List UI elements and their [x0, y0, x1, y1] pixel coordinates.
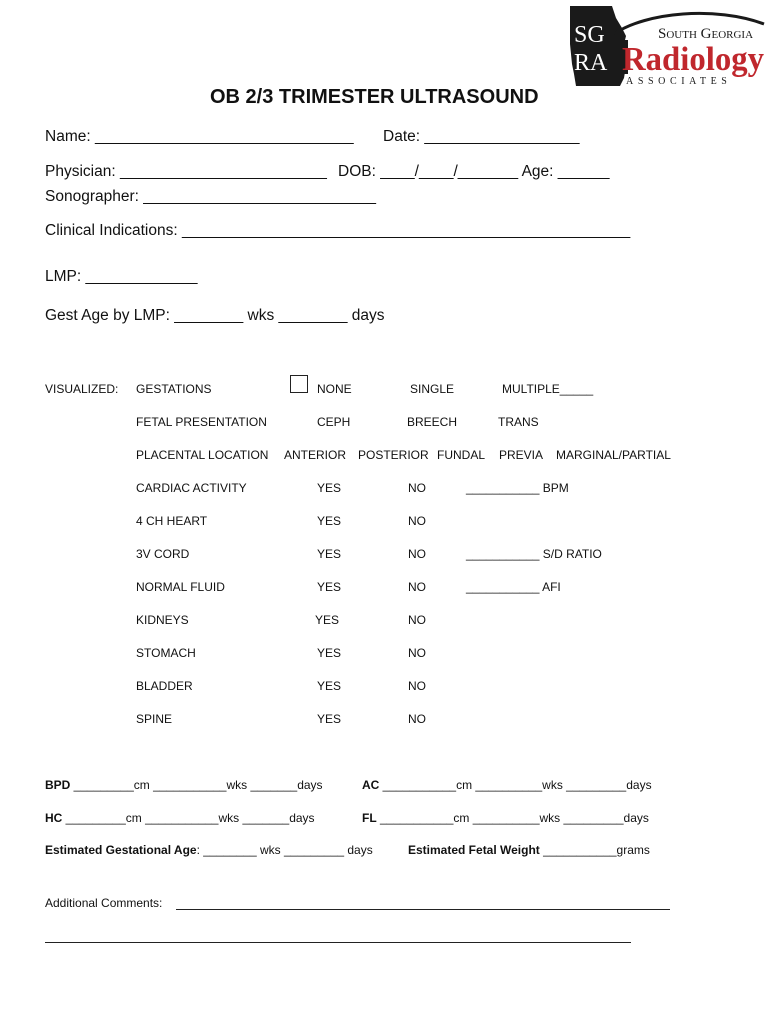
fl-label: FL [362, 811, 377, 825]
row-item-fetal-presentation: FETAL PRESENTATION [136, 415, 267, 429]
option-yes[interactable]: YES [317, 646, 342, 660]
hc-blanks: _________cm ___________wks _______days [62, 811, 315, 825]
bpd-field[interactable] [45, 778, 323, 792]
row-item-normal-fluid: NORMAL FLUID [136, 580, 225, 594]
bpm-field[interactable]: ___________ BPM [466, 481, 569, 495]
option-no[interactable]: NO [408, 481, 426, 495]
option-trans[interactable]: TRANS [498, 415, 539, 429]
option-yes[interactable]: YES [317, 481, 342, 495]
logo-letters-top: SG [574, 22, 605, 48]
hc-field[interactable] [45, 811, 315, 825]
ega-label: Estimated Gestational Age [45, 843, 197, 857]
estimated-fetal-weight-field[interactable] [408, 843, 650, 857]
comments-line-1[interactable] [176, 909, 670, 910]
georgia-state-logo-icon [566, 4, 766, 88]
hc-label: HC [45, 811, 63, 825]
dob-age-field[interactable]: DOB: ____/____/_______ Age: ______ [338, 163, 610, 180]
option-yes[interactable]: YES [317, 547, 342, 561]
option-fundal[interactable]: FUNDAL [437, 448, 486, 462]
row-item-stomach: STOMACH [136, 646, 196, 660]
option-yes[interactable]: YES [317, 712, 342, 726]
logo-radiology: Radiology [622, 41, 764, 78]
option-none[interactable]: NONE [317, 382, 352, 396]
ac-field[interactable] [362, 778, 652, 792]
option-no[interactable]: NO [408, 514, 426, 528]
logo-associates: ASSOCIATES [626, 76, 732, 87]
physician-field[interactable]: Physician: ________________________ [45, 163, 327, 180]
option-no[interactable]: NO [408, 547, 426, 561]
option-no[interactable]: NO [408, 646, 426, 660]
ega-blanks: : ________ wks _________ days [196, 843, 373, 857]
option-no[interactable]: NO [408, 613, 426, 627]
gestations-checkbox[interactable] [290, 375, 308, 393]
afi-field[interactable]: ___________ AFI [466, 580, 561, 594]
bpd-label: BPD [45, 778, 71, 792]
comments-line-2[interactable] [45, 942, 631, 943]
row-item-placental-location: PLACENTAL LOCATION [136, 448, 269, 462]
ac-label: AC [362, 778, 380, 792]
row-item-spine: SPINE [136, 712, 173, 726]
name-field[interactable]: Name: ______________________________ [45, 128, 354, 145]
additional-comments-label: Additional Comments: [45, 896, 163, 910]
ac-blanks: ___________cm __________wks _________days [379, 778, 652, 792]
option-single[interactable]: SINGLE [410, 382, 455, 396]
option-ceph[interactable]: CEPH [317, 415, 351, 429]
efw-blanks: ___________grams [539, 843, 650, 857]
option-yes[interactable]: YES [317, 514, 342, 528]
option-posterior[interactable]: POSTERIOR [358, 448, 429, 462]
row-item-cardiac-activity: CARDIAC ACTIVITY [136, 481, 247, 495]
sgra-logo [566, 4, 766, 88]
bpd-blanks: _________cm ___________wks _______days [70, 778, 323, 792]
option-yes[interactable]: YES [317, 580, 342, 594]
fl-blanks: ___________cm __________wks _________days [376, 811, 649, 825]
option-anterior[interactable]: ANTERIOR [284, 448, 347, 462]
gest-age-lmp-field[interactable]: Gest Age by LMP: ________ wks ________ days [45, 307, 385, 324]
option-yes[interactable]: YES [317, 679, 342, 693]
logo-letters-bottom: RA [574, 50, 608, 76]
option-no[interactable]: NO [408, 712, 426, 726]
option-no[interactable]: NO [408, 679, 426, 693]
row-item-3v-cord: 3V CORD [136, 547, 190, 561]
row-item-gestations: GESTATIONS [136, 382, 212, 396]
form-title: OB 2/3 TRIMESTER ULTRASOUND [210, 86, 539, 108]
option-no[interactable]: NO [408, 580, 426, 594]
row-item-bladder: BLADDER [136, 679, 193, 693]
option-previa[interactable]: PREVIA [499, 448, 544, 462]
option-yes[interactable]: YES [315, 613, 340, 627]
clinical-indications-field[interactable]: Clinical Indications: ____________________________________________________ [45, 222, 631, 239]
lmp-field[interactable]: LMP: _____________ [45, 268, 198, 285]
logo-south-georgia: South Georgia [658, 26, 754, 42]
date-field[interactable]: Date: __________________ [383, 128, 580, 145]
option-multiple[interactable]: MULTIPLE_____ [502, 382, 594, 396]
option-breech[interactable]: BREECH [407, 415, 458, 429]
option-marginal-partial[interactable]: MARGINAL/PARTIAL [556, 448, 671, 462]
row-item-kidneys: KIDNEYS [136, 613, 189, 627]
sd-ratio-field[interactable]: ___________ S/D RATIO [466, 547, 602, 561]
sonographer-field[interactable]: Sonographer: ___________________________ [45, 188, 376, 205]
row-item-4ch-heart: 4 CH HEART [136, 514, 208, 528]
estimated-gestational-age-field[interactable] [45, 843, 373, 857]
visualized-label: VISUALIZED: [45, 382, 119, 396]
fl-field[interactable] [362, 811, 649, 825]
efw-label: Estimated Fetal Weight [408, 843, 540, 857]
